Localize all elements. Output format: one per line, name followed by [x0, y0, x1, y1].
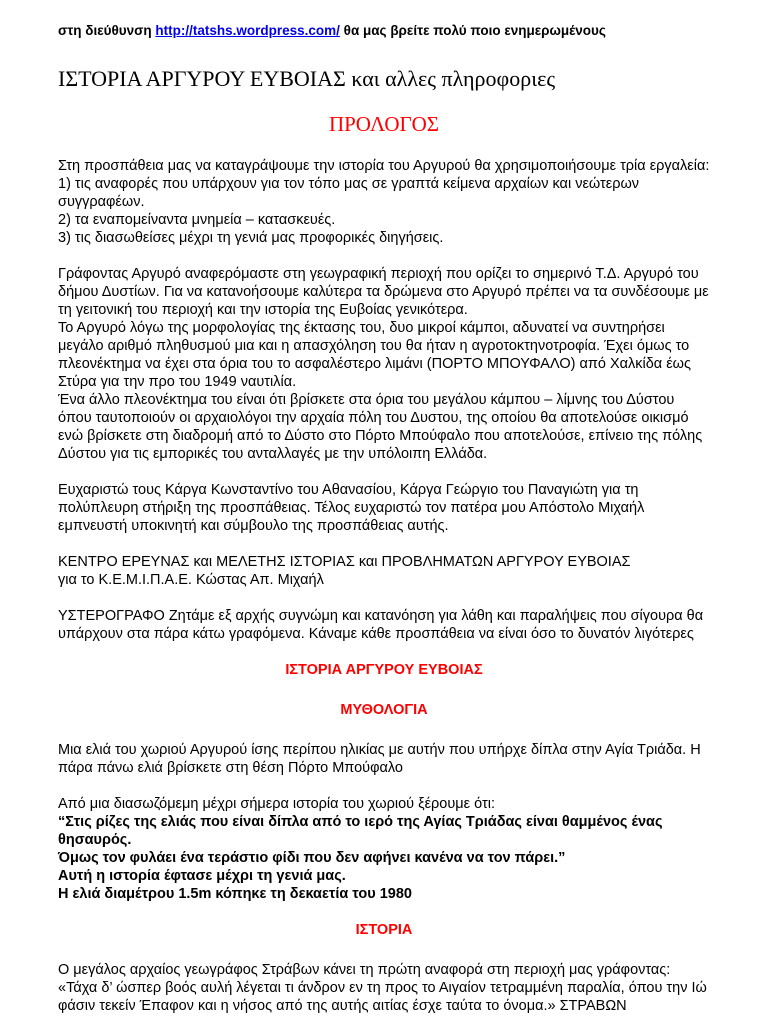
prologue-text-5: Γράφοντας Αργυρό αναφερόμαστε στη γεωγραφική περιοχή που ορίζει το σημερινό Τ.Δ. Αργυρό του δήμου Δυστίων. Για να κατανοήσουμε καλύτερα τα δρώμενα στο Αργυρό πρέπει να τα συνδέσουμε με τη γειτονική του περιοχή και την ιστορία της Ευβοίας γενικότερα.	[58, 266, 709, 318]
history-section-title: ΙΣΤΟΡΙΑ ΑΡΓΥΡΟΥ ΕΥΒΟΙΑΣ	[285, 662, 483, 678]
signature-paragraph	[58, 553, 710, 589]
mythology-text-2: Από μια διασωζόμεμη μέχρι σήμερα ιστορία του χωριού ξέρουμε ότι:	[58, 796, 495, 812]
prologue-intro: Στη προσπάθεια μας να καταγράψουμε την ιστορία του Αργυρού θα χρησιμοποιήσουμε τρία εργαλεία:	[58, 158, 710, 174]
prologue-text-6: Το Αργυρό λόγω της μορφολογίας της έκτασης του, δυο μικροί κάμποι, αδυνατεί να συντηρήσει μεγάλο αριθμό πληθυσμού μια και η απασχόληση του θα ήταν η αγροτοκτηνοτροφία. Έχει όμως το πλεονέκτημα να έχει στα όρια του το ασφαλέστερο λιμάνι (ΠΟΡΤΟ ΜΠΟΥΦΑΛΟ) από Χαλκίδα έως Στύρα για την προ του 1949 ναυτιλία.	[58, 320, 691, 390]
acknowledgements-text: Ευχαριστώ τους Κάργα Κωνσταντίνο του Αθανασίου, Κάργα Γεώργιο του Παναγιώτη για τη πολύπλευρη στήριξη της προσπάθειας. Τέλος ευχαριστώ τον πατέρα μου Απόστολο Μιχαήλ εμπνευστή υποκινητή και σύμβουλο της προσπάθειας αυτής.	[58, 482, 645, 534]
mythology-quote-2: Όμως τον φυλάει ένα τεράστιο φίδι που δεν αφήνει κανένα να τον πάρει.”	[58, 850, 566, 866]
mythology-text-1: Μια ελιά του χωριού Αργυρού ίσης περίπου ηλικίας με αυτήν που υπήρχε δίπλα στην Αγία Τριάδα. Η πάρα πάνω ελιά βρίσκετε στη θέση Πόρτο Μπούφαλο	[58, 742, 701, 776]
signature-line: για το Κ.Ε.Μ.Ι.Π.Α.Ε. Κώστας Απ. Μιχαήλ	[58, 572, 324, 588]
header-pre-link: στη διεύθυνση	[58, 23, 156, 38]
postscript-paragraph	[58, 607, 710, 643]
prologue-tools-paragraph	[58, 157, 710, 247]
postscript-text: ΥΣΤΕΡΟΓΡΑΦΟ Ζητάμε εξ αρχής συγνώμη και κατανόηση για λάθη και παραλήψεις που σίγουρα θα υπάρχουν στα πάρα κάτω γραφόμενα. Κάναμε κάθε προσπάθεια να είναι όσο το δυνατόν λιγότερες	[58, 608, 704, 642]
mythology-story-paragraph	[58, 795, 710, 903]
blog-link[interactable]: http://tatshs.wordpress.com/	[155, 23, 340, 38]
header-line	[58, 22, 710, 40]
mythology-quote-1: “Στις ρίζες της ελιάς που είναι δίπλα από το ιερό της Αγίας Τριάδας είναι θαμμένος ένας θησαυρός.	[58, 814, 663, 848]
mythology-olive-paragraph	[58, 741, 710, 777]
prologue-item-2: 2) τα εναπομείναντα μνημεία – κατασκευές.	[58, 212, 336, 228]
prologue-text-7: Ένα άλλο πλεονέκτημα του είναι ότι βρίσκετε στα όρια του μεγάλου κάμπου – λίμνης του Δύστου όπου ταυτοποιούν οι αρχαιολόγοι την αρχαία πόλη του Δυστου, της οποίου θα αποτελούσε οικισμό ενώ βρίσκετε στη διαδρομή από το Δύστο στο Πόρτο Μπούφαλο που αποτελούσε, επίνειο της πόλης Δύστου για τις εμπορικές του ανταλλαγές με την υπόλοιπη Ελλάδα.	[58, 392, 703, 462]
prologue-item-3: 3) τις διασωθείσες μέχρι τη γενιά μας προφορικές διηγήσεις.	[58, 230, 444, 246]
history-heading: ΙΣΤΟΡΙΑ	[355, 922, 413, 938]
organization-name: ΚΕΝΤΡΟ ΕΡΕΥΝΑΣ και ΜΕΛΕΤΗΣ ΙΣΤΟΡΙΑΣ και ΠΡΟΒΛΗΜΑΤΩΝ ΑΡΓΥΡΟΥ ΕΥΒΟΙΑΣ	[58, 554, 631, 570]
document-title: ΙΣΤΟΡΙΑ ΑΡΓΥΡΟΥ ΕΥΒΟΙΑΣ και αλλες πληροφοριες	[58, 66, 556, 91]
mythology-heading: ΜΥΘΟΛΟΓΙΑ	[340, 702, 428, 718]
prologue-heading: ΠΡΟΛΟΓΟΣ	[328, 112, 440, 136]
mythology-note-2: Η ελιά διαμέτρου 1.5m κόπηκε τη δεκαετία του 1980	[58, 886, 412, 902]
prologue-item-1: 1) τις αναφορές που υπάρχουν για τον τόπο μας σε γραπτά κείμενα αρχαίων και νεώτερων συγγραφέων.	[58, 176, 640, 210]
mythology-note-1: Αυτή η ιστορία έφτασε μέχρι τη γενιά μας.	[58, 868, 346, 884]
history-strabo-paragraph	[58, 961, 710, 1015]
header-post-link: θα μας βρείτε πολύ ποιο ενημερωμένους	[339, 23, 606, 38]
acknowledgements-paragraph	[58, 481, 710, 535]
history-text-1: Ο μεγάλος αρχαίος γεωγράφος Στράβων κάνει τη πρώτη αναφορά στη περιοχή μας γράφοντας: «Τάχα δ’ ώσπερ βοός αυλή λέγεται τι άνδρον εν τη προς το Αιγαίον τετραμμένη παραλία, όπου την Ιώ φάσιν τεκείν Έπαφον και η νήσος από της αυτής αιτίας έσχε ταύτα το όνομα.» ΣΤΡΑΒΩΝ	[58, 962, 707, 1014]
prologue-geography-paragraph	[58, 265, 710, 463]
